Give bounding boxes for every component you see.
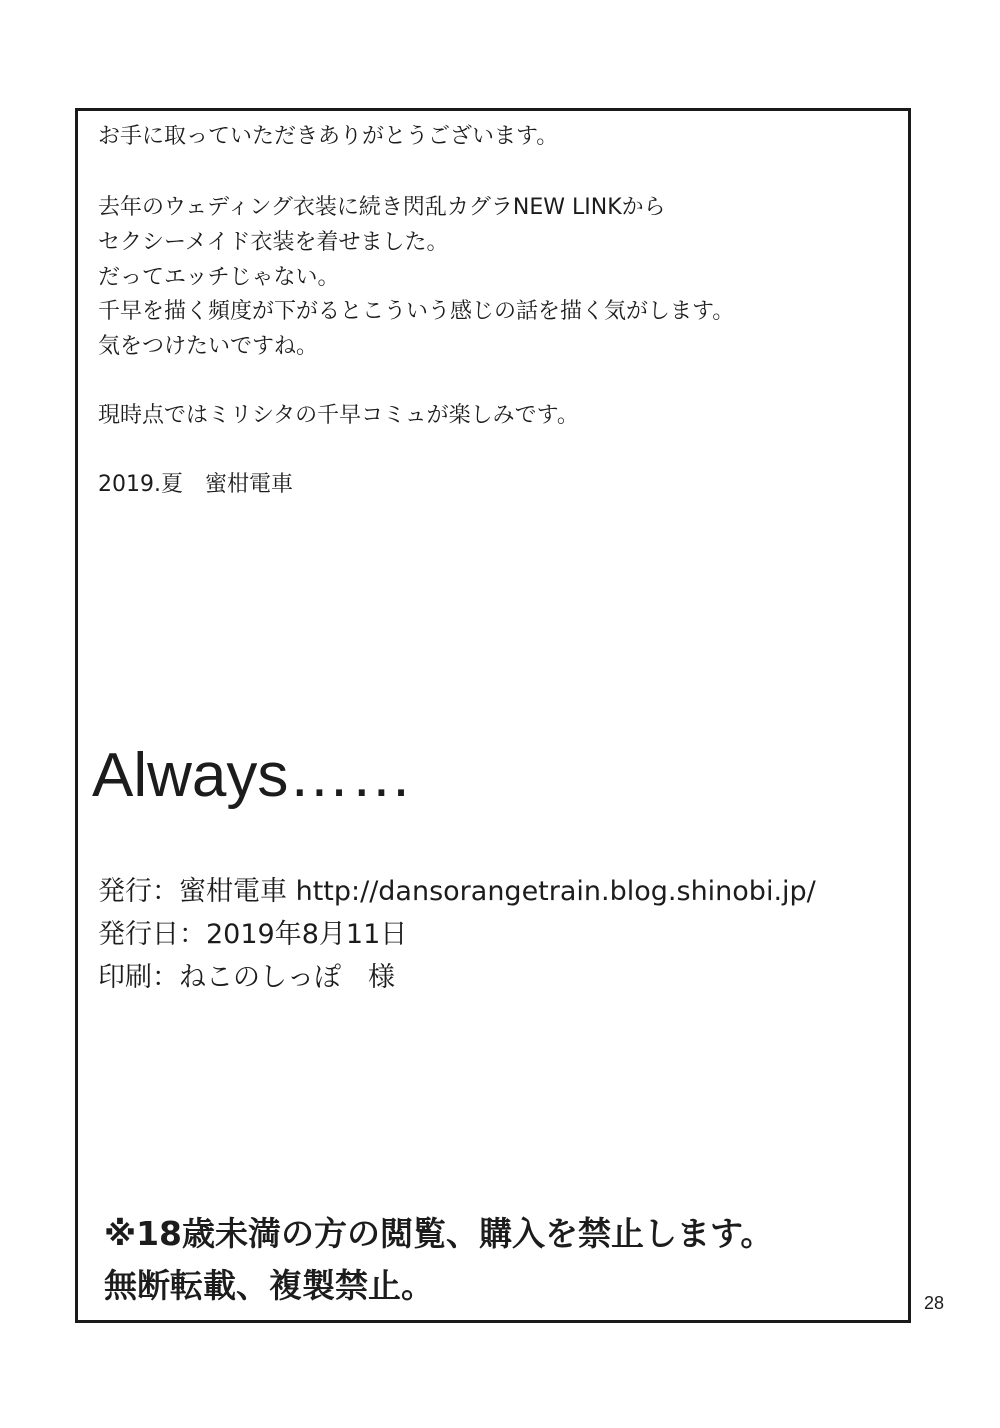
colophon-date: 発行日：2019年8月11日 [98, 919, 408, 950]
message-line-maid: セクシーメイド衣装を着せました。 [98, 230, 449, 255]
page-number: 28 [924, 1293, 945, 1313]
colophon-publisher: 発行：蜜柑電車 http://dansorangetrain.blog.shinobi.jp/ [98, 876, 816, 907]
message-line-reason: だってエッチじゃない。 [98, 265, 340, 290]
message-signature: 2019.夏 蜜柑電車 [98, 472, 293, 497]
message-line-thanks: お手に取っていただきありがとうございます。 [98, 124, 559, 149]
message-line-careful: 気をつけたいですね。 [98, 334, 319, 359]
message-line-costume: 去年のウェディング衣装に続き閃乱カグラNEW LINKから [98, 195, 666, 220]
no-reproduction-notice: 無断転載、複製禁止。 [104, 1266, 434, 1305]
age-restriction-notice: ※18歳未満の方の閲覧、購入を禁止します。 [104, 1214, 774, 1253]
colophon-printer: 印刷：ねこのしっぽ 様 [98, 962, 395, 993]
message-line-millishita: 現時点ではミリシタの千早コミュが楽しみです。 [98, 403, 579, 428]
book-title: Always…… [92, 741, 413, 810]
message-line-frequency: 千早を描く頻度が下がるとこういう感じの話を描く気がします。 [98, 299, 735, 324]
